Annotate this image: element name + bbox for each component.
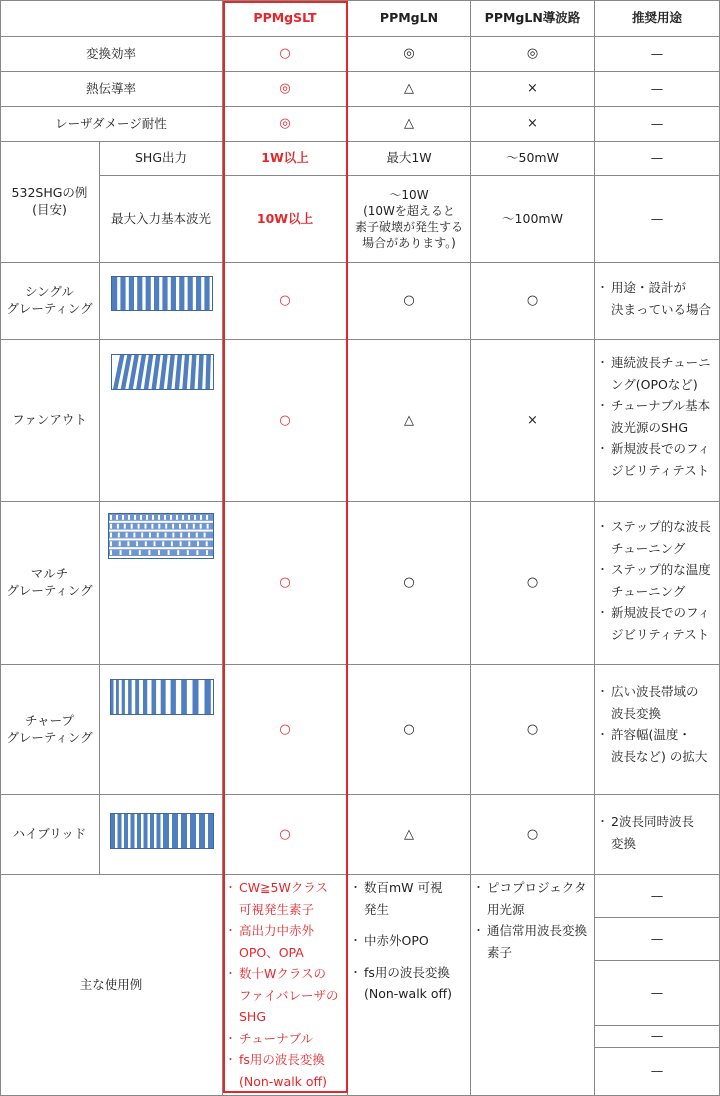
grating-stripe	[197, 541, 199, 546]
usage-wg-item-1: ・ ピコプロジェクタ 用光源	[475, 877, 587, 920]
usage-rec-2: —	[595, 918, 720, 961]
shg-input-label: 最大入力基本波光	[100, 176, 223, 263]
grating-stripe	[135, 680, 139, 714]
row-label-damage: レーザダメージ耐性	[0, 107, 223, 142]
hybrid-grating-diagram	[110, 813, 214, 849]
grating-stripe	[150, 814, 154, 848]
multi-rec-item-2: ・ ステップ的な温度 チューニング	[599, 559, 711, 602]
usage-slt-item-2: ・ 高出力中赤外 OPO、OPA	[227, 920, 339, 963]
grating-stripe	[206, 550, 208, 555]
grating-stripe	[149, 533, 151, 538]
grating-stripe	[134, 515, 136, 520]
usage-rec-4: —	[595, 1026, 720, 1048]
thermal-rec: —	[595, 72, 720, 107]
multi-rec-item-1: ・ ステップ的な波長 チューニング	[599, 516, 711, 559]
grating-stripe	[151, 524, 153, 529]
grating-stripe	[154, 541, 156, 546]
grating-stripe	[145, 524, 147, 529]
grating-stripe	[118, 814, 122, 848]
grating-stripe	[131, 524, 133, 529]
grating-stripe	[196, 533, 198, 538]
header-recommended-use: 推奨用途	[595, 0, 720, 37]
usage-slt-item-5: ・ fs用の波長変換 (Non-walk off)	[227, 1049, 339, 1092]
grating-stripe	[196, 550, 198, 555]
hybrid-rec-item: ・ 2波長同時波長 変換	[599, 811, 694, 854]
grating-stripe	[120, 277, 125, 310]
hybrid-slt: ○	[223, 795, 348, 875]
conversion-wg: ◎	[471, 37, 595, 72]
grating-stripe	[207, 524, 209, 529]
grating-stripe	[146, 515, 148, 520]
grating-stripe	[124, 524, 126, 529]
thermal-slt: ◎	[223, 72, 348, 107]
grating-stripe	[124, 814, 128, 848]
grating-stripe	[190, 814, 196, 848]
damage-slt: ◎	[223, 107, 348, 142]
usage-slt-item-3: ・ 数十Wクラスの ファイバレーザの SHG	[227, 963, 339, 1028]
header-ppmgln-waveguide: PPMgLN導波路	[471, 0, 595, 37]
grating-stripe	[187, 550, 189, 555]
grating-stripe	[118, 533, 120, 538]
chirp-wg: ○	[471, 665, 595, 795]
grating-stripe	[157, 814, 161, 848]
grating-stripe	[112, 277, 117, 310]
grating-stripe	[128, 515, 130, 520]
grating-stripe	[152, 515, 154, 520]
multi-ln: ○	[348, 502, 471, 665]
usage-slt	[223, 875, 348, 1096]
shg-input-slt: 10W以上	[223, 176, 348, 263]
chirp-ln: ○	[348, 665, 471, 795]
grating-stripe	[136, 541, 138, 546]
hybrid-wg: ○	[471, 795, 595, 875]
shg-output-label: SHG出力	[100, 142, 223, 176]
shg-output-rec: —	[595, 142, 720, 176]
grating-stripe	[110, 524, 112, 529]
grating-label-chirp: チャープ グレーティング	[0, 665, 100, 795]
conversion-rec: —	[595, 37, 720, 72]
multi-rec-item-3: ・ 新規波長でのフィ ジビリティテスト	[599, 602, 711, 645]
grating-stripe	[148, 550, 150, 555]
grating-stripe	[165, 524, 167, 529]
grating-stripe	[120, 550, 122, 555]
grating-label-fanout: ファンアウト	[0, 340, 100, 502]
grating-stripe	[176, 515, 178, 520]
header-ppmgslt: PPMgSLT	[223, 0, 348, 37]
shg-input-wg: ～100mW	[471, 176, 595, 263]
fanout-rec	[595, 340, 720, 502]
thermal-ln: △	[348, 72, 471, 107]
fanout-rec-item-3: ・ 新規波長でのフィ ジビリティテスト	[599, 438, 711, 481]
usage-ln	[348, 875, 471, 1096]
multi-wg: ○	[471, 502, 595, 665]
chirp-rec-item-1: ・ 広い波長帯域の 波長変換	[599, 681, 707, 724]
fanout-wg: ×	[471, 340, 595, 502]
grating-stripe	[158, 524, 160, 529]
grating-stripe	[181, 680, 187, 714]
grating-stripe	[179, 277, 184, 310]
grating-stripe	[162, 541, 164, 546]
grating-stripe	[172, 524, 174, 529]
grating-stripe	[137, 814, 141, 848]
grating-stripe	[164, 515, 166, 520]
grating-stripe	[200, 515, 202, 520]
usage-rec-3: —	[595, 961, 720, 1026]
grating-stripe	[182, 515, 184, 520]
grating-stripe	[129, 550, 131, 555]
fanout-ln: △	[348, 340, 471, 502]
grating-stripe	[172, 533, 174, 538]
chirp-rec	[595, 665, 720, 795]
single-rec	[595, 263, 720, 340]
grating-stripe	[171, 541, 173, 546]
usage-wg	[471, 875, 595, 1096]
grating-label-hybrid: ハイブリッド	[0, 795, 100, 875]
header-ppmgln: PPMgLN	[348, 0, 471, 37]
grating-stripe	[144, 814, 148, 848]
single-slt: ○	[223, 263, 348, 340]
grating-stripe	[133, 533, 135, 538]
damage-rec: —	[595, 107, 720, 142]
chirp-grating-diagram	[110, 679, 214, 715]
usage-rec-5: —	[595, 1048, 720, 1096]
grating-stripe	[145, 541, 147, 546]
header-blank	[0, 0, 223, 37]
grating-stripe	[122, 515, 124, 520]
grating-stripe	[172, 814, 178, 848]
shg-input-rec: —	[595, 176, 720, 263]
grating-stripe	[170, 515, 172, 520]
grating-stripe	[122, 680, 125, 714]
grating-stripe	[188, 541, 190, 546]
grating-stripe	[138, 524, 140, 529]
fanout-rec-item-1: ・ 連続波長チューニ ング(OPOなど)	[599, 352, 711, 395]
grating-stripe	[129, 277, 134, 310]
fanout-grating-diagram	[111, 354, 214, 390]
grating-stripe	[194, 515, 196, 520]
row-label-thermal: 熱伝導率	[0, 72, 223, 107]
grating-stripe	[180, 541, 182, 546]
grating-stripe	[137, 277, 142, 310]
multi-grating-diagram	[108, 513, 214, 559]
grating-stripe	[206, 541, 208, 546]
grating-stripe	[119, 541, 121, 546]
grating-stripe	[111, 814, 115, 848]
grating-stripe	[110, 533, 112, 538]
single-grating-diagram	[111, 276, 213, 311]
shg-output-slt: 1W以上	[223, 142, 348, 176]
grating-diagram-cell-single	[100, 263, 223, 340]
grating-stripe	[204, 277, 209, 310]
grating-diagram-cell-fanout	[100, 340, 223, 502]
grating-stripe	[110, 515, 112, 520]
multi-slt: ○	[223, 502, 348, 665]
usage-ln-item-3: ・ fs用の波長変換 (Non-walk off)	[352, 962, 452, 1005]
usage-slt-item-1: ・ CW≧5Wクラス 可視発生素子	[227, 877, 339, 920]
grating-stripe	[116, 680, 119, 714]
grating-stripe	[180, 533, 182, 538]
grating-diagram-cell-multi	[100, 502, 223, 665]
grating-stripe	[110, 541, 112, 546]
shg-output-ln: 最大1W	[348, 142, 471, 176]
grating-stripe	[188, 277, 193, 310]
grating-stripe	[200, 524, 202, 529]
single-ln: ○	[348, 263, 471, 340]
shg-output-wg: ～50mW	[471, 142, 595, 176]
damage-wg: ×	[471, 107, 595, 142]
hybrid-rec	[595, 795, 720, 875]
grating-stripe	[188, 515, 190, 520]
grating-stripe	[171, 680, 176, 714]
grating-stripe	[154, 277, 159, 310]
grating-stripe	[127, 541, 129, 546]
grating-stripe	[193, 524, 195, 529]
grating-stripe	[157, 533, 159, 538]
grating-stripe	[116, 515, 118, 520]
grating-stripe	[158, 515, 160, 520]
grating-stripe	[117, 524, 119, 529]
grating-stripe	[162, 277, 167, 310]
grating-label-single: シングル グレーティング	[0, 263, 100, 340]
grating-stripe	[204, 533, 206, 538]
damage-ln: △	[348, 107, 471, 142]
grating-stripe	[165, 533, 167, 538]
shg-input-ln: ～10W (10Wを超えると 素子破壊が発生する 場合があります。)	[348, 176, 471, 263]
grating-stripe	[188, 533, 190, 538]
single-wg: ○	[471, 263, 595, 340]
usage-slt-item-4: ・ チューナブル	[227, 1028, 339, 1050]
chirp-rec-item-2: ・ 許容幅(温度・ 波長など) の拡大	[599, 724, 707, 767]
grating-stripe	[152, 680, 157, 714]
fanout-slt: ○	[223, 340, 348, 502]
grating-stripe	[179, 524, 181, 529]
grating-stripe	[146, 277, 151, 310]
grating-stripe	[196, 277, 201, 310]
usage-label: 主な使用例	[0, 875, 223, 1096]
grating-stripe	[140, 515, 142, 520]
grating-diagram-cell-hybrid	[100, 795, 223, 875]
grating-stripe	[205, 680, 211, 714]
grating-stripe	[171, 277, 176, 310]
grating-stripe	[139, 550, 141, 555]
usage-ln-item-1: ・ 数百mW 可視 発生	[352, 877, 452, 920]
grating-stripe	[161, 680, 166, 714]
grating-stripe	[193, 680, 199, 714]
grating-stripe	[163, 814, 169, 848]
grating-stripe	[199, 814, 205, 848]
usage-rec-1: —	[595, 875, 720, 918]
grating-stripe	[141, 533, 143, 538]
grating-stripe	[128, 680, 132, 714]
usage-ln-item-2: ・ 中赤外OPO	[352, 930, 452, 952]
grating-stripe	[186, 524, 188, 529]
hybrid-ln: △	[348, 795, 471, 875]
multi-rec	[595, 502, 720, 665]
grating-stripe	[131, 814, 135, 848]
grating-diagram-cell-chirp	[100, 665, 223, 795]
grating-stripe	[158, 550, 160, 555]
grating-stripe	[126, 533, 128, 538]
fanout-rec-item-2: ・ チューナブル基本 波光源のSHG	[599, 395, 711, 438]
grating-stripe	[168, 550, 170, 555]
conversion-slt: ○	[223, 37, 348, 72]
shg-group-label: 532SHGの例 (目安)	[0, 142, 100, 263]
conversion-ln: ◎	[348, 37, 471, 72]
grating-band	[109, 514, 213, 521]
grating-stripe	[206, 515, 208, 520]
thermal-wg: ×	[471, 72, 595, 107]
chirp-slt: ○	[223, 665, 348, 795]
grating-stripe	[111, 680, 114, 714]
grating-label-multi: マルチ グレーティング	[0, 502, 100, 665]
usage-wg-item-2: ・ 通信常用波長変換 素子	[475, 920, 587, 963]
grating-stripe	[110, 550, 112, 555]
grating-stripe	[181, 814, 187, 848]
single-rec-item: ・ 用途・設計が 決まっている場合	[599, 277, 711, 320]
grating-stripe	[177, 550, 179, 555]
grating-stripe	[143, 680, 147, 714]
row-label-conversion: 変換効率	[0, 37, 223, 72]
